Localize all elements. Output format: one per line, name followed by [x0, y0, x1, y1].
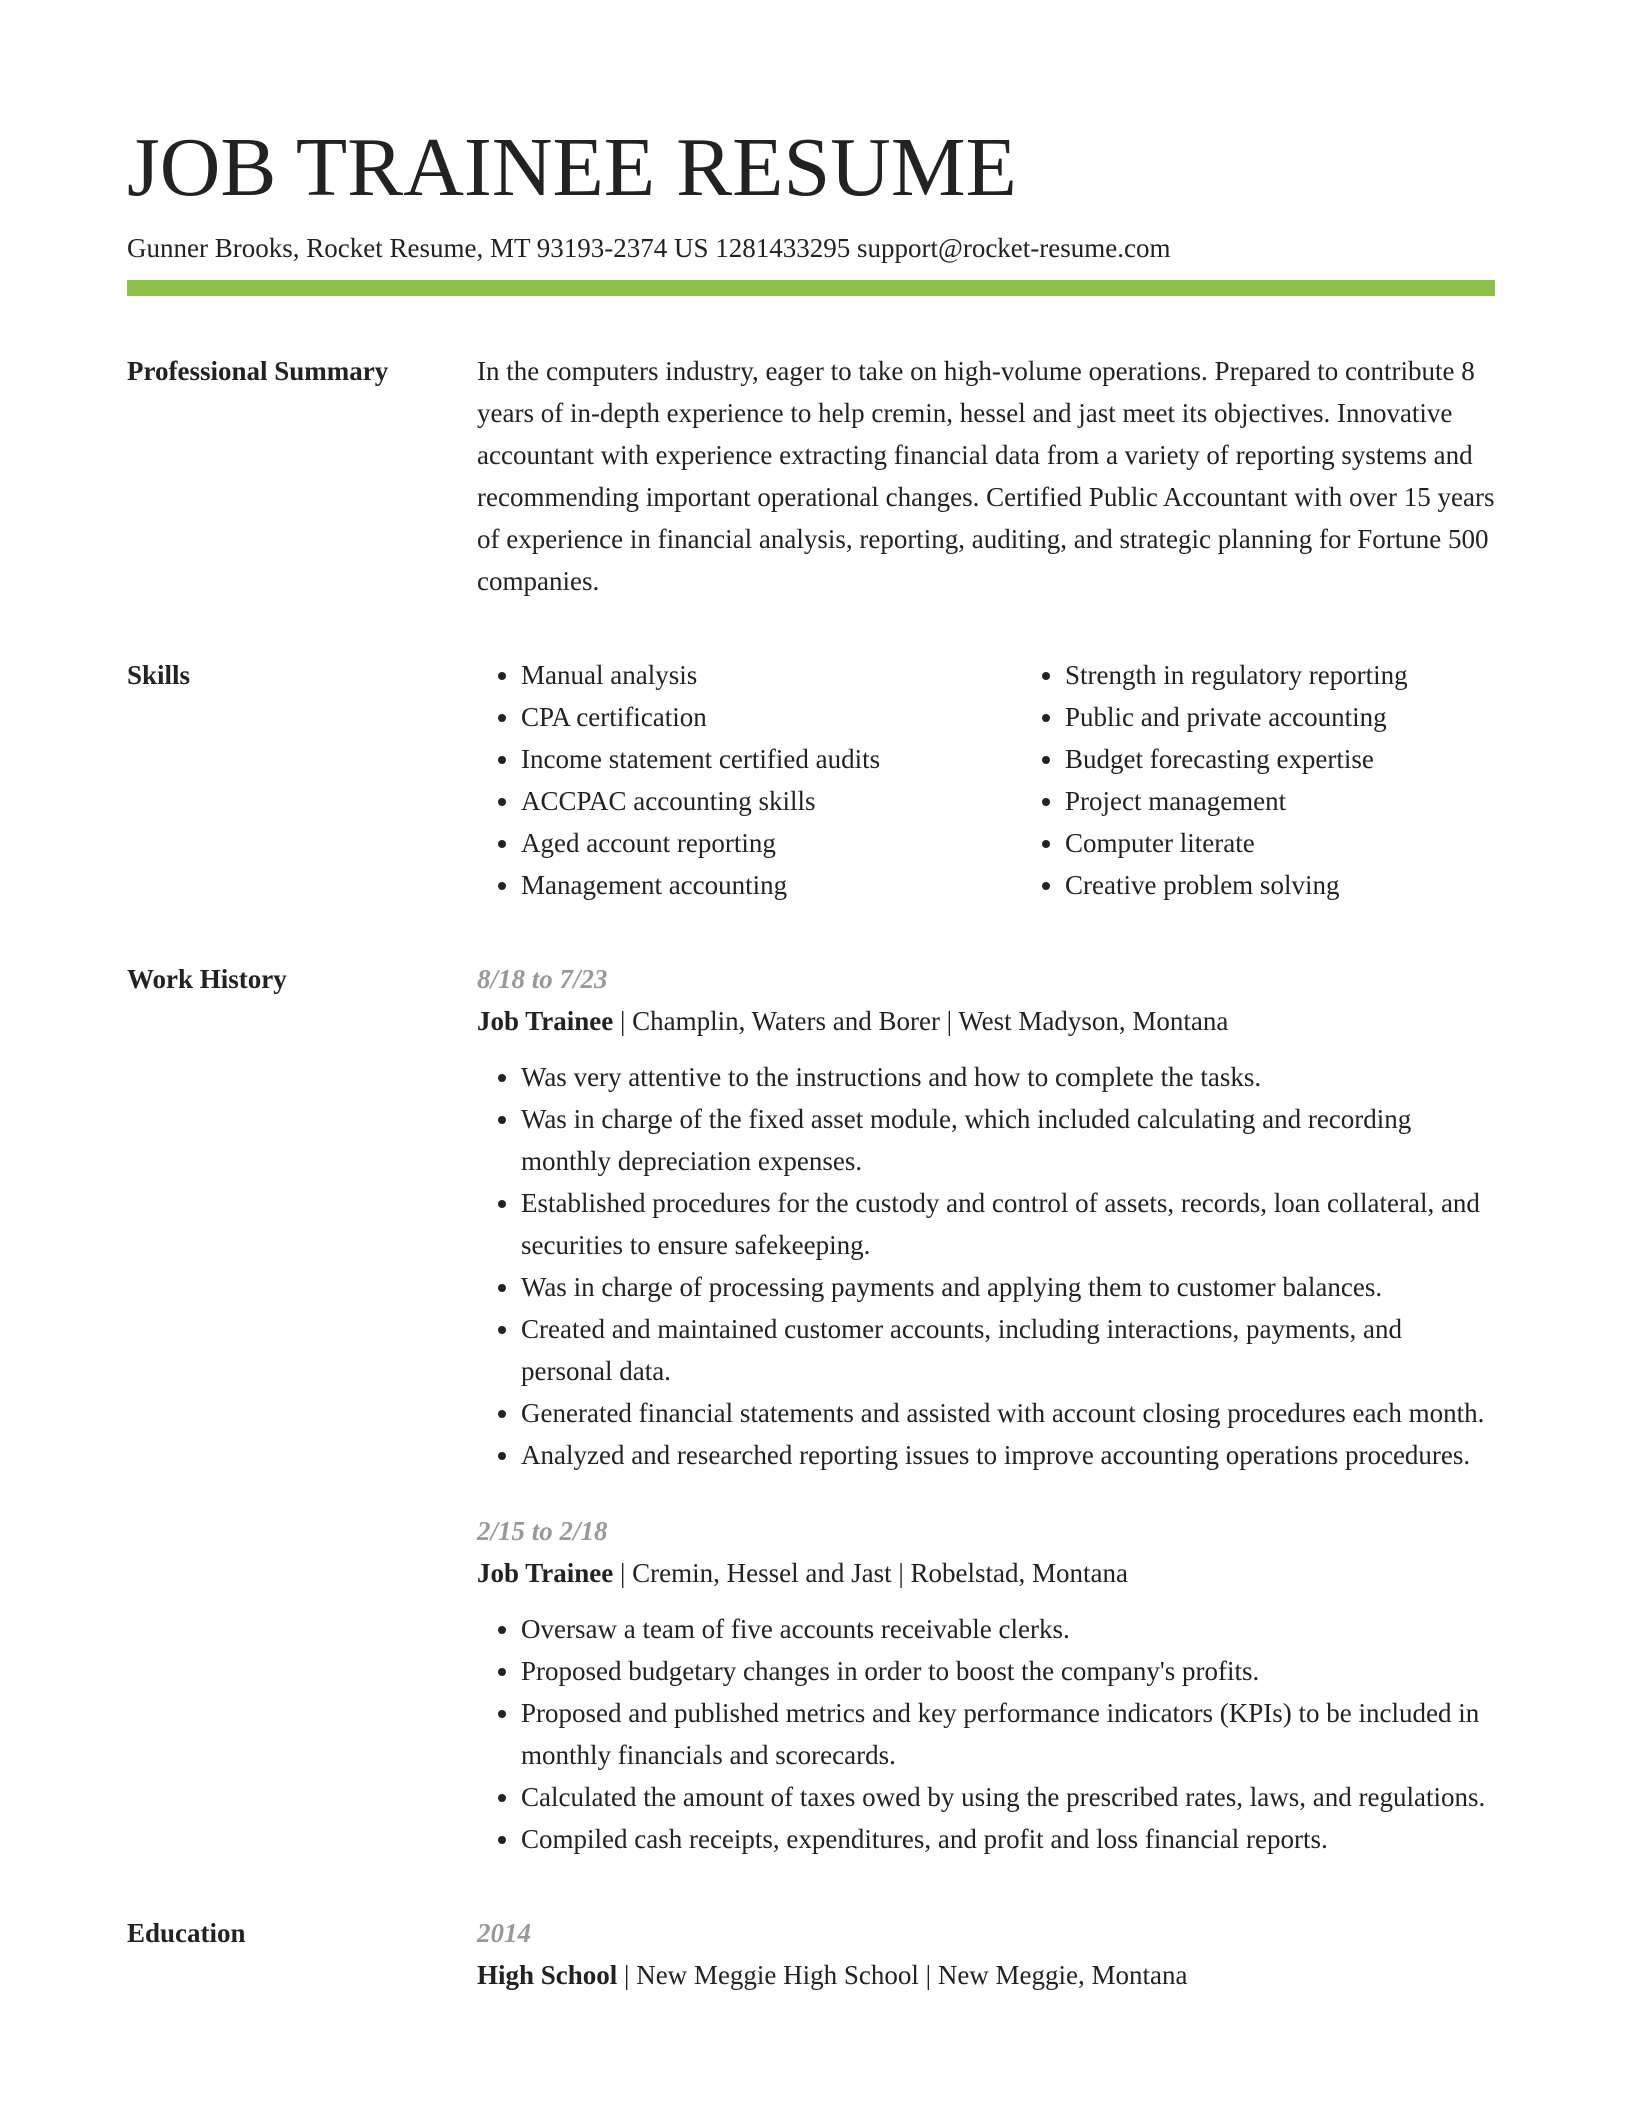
skills-columns [477, 654, 1565, 906]
resume-page [127, 118, 1495, 1996]
skill-item: • Computer literate [1065, 822, 1565, 864]
job-date: 2/15 to 2/18 [477, 1516, 608, 1546]
summary-section [127, 350, 1495, 602]
job-bullets [477, 1608, 1495, 1860]
skill-item: • Management accounting [521, 864, 1021, 906]
skill-item: • ACCPAC accounting skills [521, 780, 1021, 822]
job-bullet: • Analyzed and researched reporting issues to improve accounting operations procedures. [521, 1434, 1495, 1476]
education-title: High School [477, 1960, 618, 1990]
job-bullet: • Was very attentive to the instructions and how to complete the tasks. [521, 1056, 1495, 1098]
skill-item: • Income statement certified audits [521, 738, 1021, 780]
job-bullets [477, 1056, 1495, 1476]
summary-text: In the computers industry, eager to take on high-volume operations. Prepared to contribute 8 years of in-depth experience to help cremin, hessel and jast meet its objectives. Innovative accountant with experience extracting financial data from a variety of reporting systems and recommending important operational changes. Certified Public Accountant with over 15 years of experience in financial analysis, reporting, auditing, and strategic planning for Fortune 500 companies. [477, 356, 1495, 596]
job-bullet: • Oversaw a team of five accounts receivable clerks. [521, 1608, 1495, 1650]
job-bullet: • Compiled cash receipts, expenditures, and profit and loss financial reports. [521, 1818, 1495, 1860]
job-bullet: • Created and maintained customer accounts, including interactions, payments, and personal data. [521, 1308, 1495, 1392]
accent-divider [127, 280, 1495, 296]
work-history-section [127, 958, 1495, 1860]
skill-item: • Budget forecasting expertise [1065, 738, 1565, 780]
skills-section [127, 654, 1495, 906]
skill-item: • Aged account reporting [521, 822, 1021, 864]
skill-item: • Creative problem solving [1065, 864, 1565, 906]
education-date: 2014 [477, 1918, 531, 1948]
job-heading [477, 1000, 1495, 1042]
education-details: | New Meggie High School | New Meggie, Montana [617, 1960, 1188, 1990]
job-details: | Cremin, Hessel and Jast | Robelstad, Montana [613, 1558, 1128, 1588]
job-entry [477, 958, 1495, 1476]
job-bullet: • Established procedures for the custody and control of assets, records, loan collateral, and securities to ensure safekeeping. [521, 1182, 1495, 1266]
job-bullet: • Proposed budgetary changes in order to boost the company's profits. [521, 1650, 1495, 1692]
skills-left-list [477, 654, 1021, 906]
job-title: Job Trainee [477, 1558, 614, 1588]
summary-label: Professional Summary [127, 356, 389, 386]
job-bullet: • Was in charge of processing payments and applying them to customer balances. [521, 1266, 1495, 1308]
job-entry [477, 1510, 1495, 1860]
job-bullet: • Calculated the amount of taxes owed by using the prescribed rates, laws, and regulations. [521, 1776, 1495, 1818]
resume-title: JOB TRAINEE RESUME [127, 121, 1017, 214]
skill-item: • CPA certification [521, 696, 1021, 738]
job-details: | Champlin, Waters and Borer | West Madyson, Montana [613, 1006, 1229, 1036]
job-heading [477, 1552, 1495, 1594]
job-date: 8/18 to 7/23 [477, 964, 608, 994]
skill-item: • Strength in regulatory reporting [1065, 654, 1565, 696]
skill-item: • Project management [1065, 780, 1565, 822]
skill-item: • Manual analysis [521, 654, 1021, 696]
skills-label: Skills [127, 660, 191, 690]
education-label: Education [127, 1918, 246, 1948]
work-history-label: Work History [127, 964, 287, 994]
education-heading [477, 1954, 1495, 1996]
education-section [127, 1912, 1495, 1996]
job-title: Job Trainee [477, 1006, 614, 1036]
job-bullet: • Was in charge of the fixed asset module, which included calculating and recording monthly depreciation expenses. [521, 1098, 1495, 1182]
job-bullet: • Generated financial statements and assisted with account closing procedures each month. [521, 1392, 1495, 1434]
job-bullet: • Proposed and published metrics and key performance indicators (KPIs) to be included in monthly financials and scorecards. [521, 1692, 1495, 1776]
skills-right-list [1021, 654, 1565, 906]
contact-line: Gunner Brooks, Rocket Resume, MT 93193-2374 US 1281433295 support@rocket-resume.com [127, 233, 1171, 263]
skill-item: • Public and private accounting [1065, 696, 1565, 738]
